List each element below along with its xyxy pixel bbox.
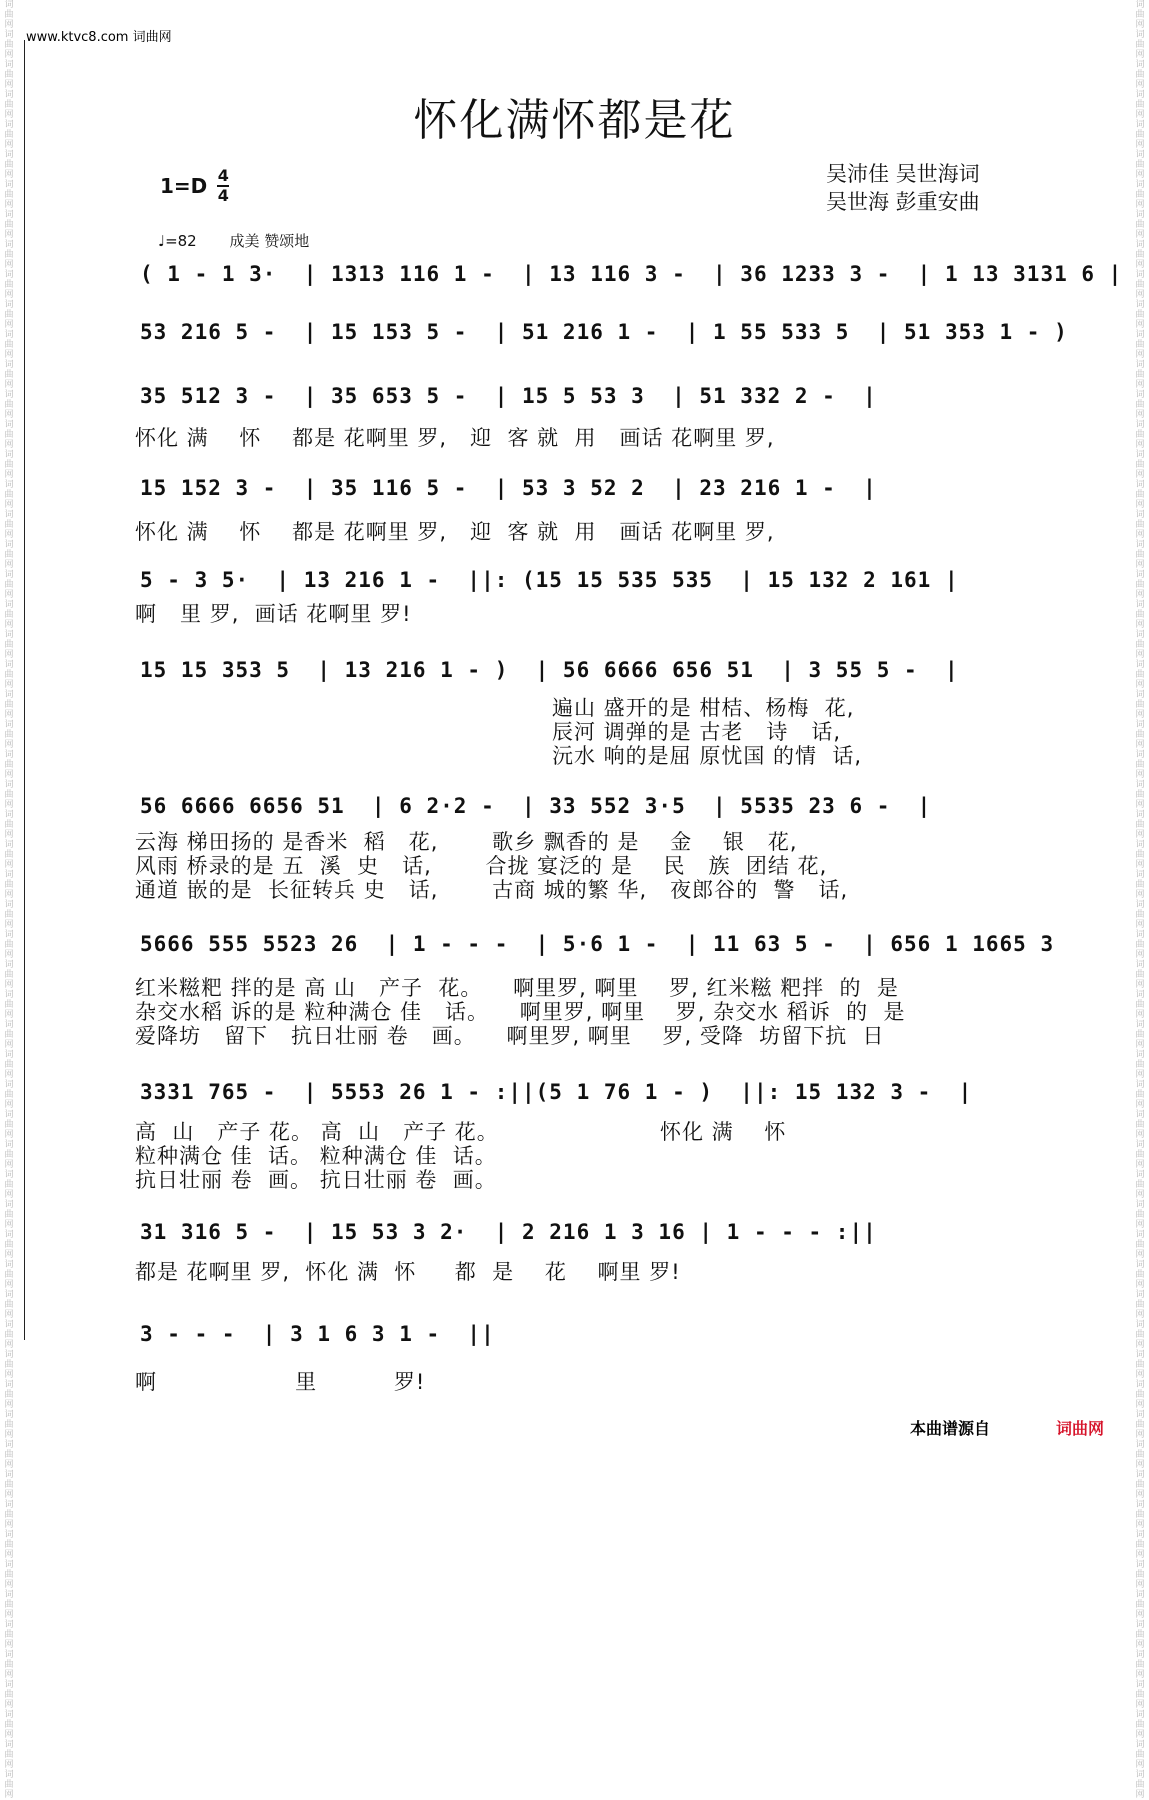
score-line: 35 512 3 - | 35 653 5 - | 15 5 53 3 | 51 332 2 - | (140, 384, 877, 408)
lyric-line: 遍山 盛开的是 柑桔、杨梅 花, (552, 696, 855, 720)
lyric-line: 爱降坊 留下 抗日壮丽 卷 画。 啊里罗, 啊里 罗, 受降 坊留下抗 日 (135, 1024, 885, 1048)
time-signature-bottom: 4 (217, 186, 229, 205)
score-line: 15 152 3 - | 35 116 5 - | 53 3 52 2 | 23 216 1 - | (140, 476, 877, 500)
brand-link[interactable]: 词曲网 (1056, 1419, 1105, 1438)
time-signature (217, 167, 229, 205)
lyric-line: 怀化 满 怀 都是 花啊里 罗, 迎 客 就 用 画话 花啊里 罗, (135, 426, 775, 450)
score-line: 53 216 5 - | 15 153 5 - | 51 216 1 - | 1 55 533 5 | 51 353 1 - ) (140, 320, 1068, 344)
lyric-line: 抗日壮丽 卷 画。 抗日壮丽 卷 画。 (135, 1168, 497, 1192)
lyric-line: 沅水 响的是屈 原忧国 的情 话, (552, 744, 863, 768)
key-signature (160, 167, 229, 205)
lyric-line: 辰河 调弹的是 古老 诗 话, (552, 720, 842, 744)
lyric-line: 都是 花啊里 罗, 怀化 满 怀 都 是 花 啊里 罗! (135, 1260, 681, 1284)
lyric-line: 粒种满仓 佳 话。 粒种满仓 佳 话。 (135, 1144, 497, 1168)
tempo-marking (158, 230, 337, 251)
score-line: ( 1 - 1 3· | 1313 116 1 - | 13 116 3 - | 36 1233 3 - | 1 13 3131 6 | (140, 262, 1123, 286)
watermark-left: 词曲网 词曲网 词曲网 词曲网 词曲网 词曲网 词曲网 词曲网 词曲网 词曲网 词曲网 词曲网 词曲网 词曲网 词曲网 词曲网 词曲网 词曲网 词曲网 词曲网 词曲网 词曲网 词曲网 词曲网 词曲网 词曲网 词曲网 词曲网 词曲网 词曲网 词曲网 词曲网 词曲网 词曲网 词曲网 词曲网 词曲网 词曲网 词曲网 词曲网 词曲网 词曲网 词曲网 词曲网 词曲网 词曲网 词曲网 词曲网 词曲网 词曲网 词曲网 词曲网 词曲网 词曲网 词曲网 词曲网 词曲网 词曲网 词曲网 词曲网 (4, 0, 14, 1800)
score-line: 3 - - - | 3 1 6 3 1 - || (140, 1322, 495, 1346)
song-title: 怀化满怀都是花 (413, 95, 736, 146)
key-label: 1=D (160, 174, 208, 198)
score-line: 3331 765 - | 5553 26 1 - :||(5 1 76 1 - ) ||: 15 132 3 - | (140, 1080, 973, 1104)
lyric-line: 风雨 桥录的是 五 溪 史 话, 合拢 宴泛的 是 民 族 团结 花, (135, 854, 828, 878)
lyric-line: 杂交水稻 诉的是 粒种满仓 佳 话。 啊里罗, 啊里 罗, 杂交水 稻诉 的 是 (135, 1000, 906, 1024)
lyric-line: 啊 里 罗, 画话 花啊里 罗! (135, 602, 412, 626)
lyricists: 吴沛佳 吴世海词 (826, 162, 980, 186)
left-rule (24, 40, 25, 1340)
lyric-line: 高 山 产子 花。 高 山 产子 花。 怀化 满 怀 (135, 1120, 787, 1144)
score-line: 15 15 353 5 | 13 216 1 - ) | 56 6666 656 51 | 3 55 5 - | (140, 658, 959, 682)
source-label: 本曲谱源自 (910, 1419, 991, 1438)
lyric-line: 云海 梯田扬的 是香米 稻 花, 歌乡 飘香的 是 金 银 花, (135, 830, 798, 854)
lyric-line: 怀化 满 怀 都是 花啊里 罗, 迎 客 就 用 画话 花啊里 罗, (135, 520, 775, 544)
time-signature-top: 4 (217, 166, 229, 185)
score-line: 5 - 3 5· | 13 216 1 - ||: (15 15 535 535 | 15 132 2 161 | (140, 568, 959, 592)
score-line: 56 6666 6656 51 | 6 2·2 - | 33 552 3·5 | 5535 23 6 - | (140, 794, 932, 818)
lyric-line: 啊 里 罗! (135, 1370, 426, 1394)
credits (826, 160, 980, 216)
lyric-line: 红米糍粑 拌的是 高 山 产子 花。 啊里罗, 啊里 罗, 红米糍 粑拌 的 是 (135, 976, 899, 1000)
score-line: 5666 555 5523 26 | 1 - - - | 5·6 1 - | 11 63 5 - | 656 1 1665 3 (140, 932, 1055, 956)
score-line: 31 316 5 - | 15 53 3 2· | 2 216 1 3 16 | 1 - - - :|| (140, 1220, 877, 1244)
tempo-expression: 成美 赞颂地 (229, 232, 310, 250)
composers: 吴世海 彭重安曲 (826, 190, 980, 214)
lyric-line: 通道 嵌的是 长征转兵 史 话, 古商 城的繁 华, 夜郎谷的 警 话, (135, 878, 849, 902)
watermark-right: 词曲网 词曲网 词曲网 词曲网 词曲网 词曲网 词曲网 词曲网 词曲网 词曲网 词曲网 词曲网 词曲网 词曲网 词曲网 词曲网 词曲网 词曲网 词曲网 词曲网 词曲网 词曲网 词曲网 词曲网 词曲网 词曲网 词曲网 词曲网 词曲网 词曲网 词曲网 词曲网 词曲网 词曲网 词曲网 词曲网 词曲网 词曲网 词曲网 词曲网 词曲网 词曲网 词曲网 词曲网 词曲网 词曲网 词曲网 词曲网 词曲网 词曲网 词曲网 词曲网 词曲网 词曲网 词曲网 词曲网 词曲网 词曲网 词曲网 词曲网 (1135, 0, 1145, 1800)
site-url: www.ktvc8.com 词曲网 (26, 30, 172, 45)
tempo-bpm: ♩=82 (158, 232, 197, 250)
